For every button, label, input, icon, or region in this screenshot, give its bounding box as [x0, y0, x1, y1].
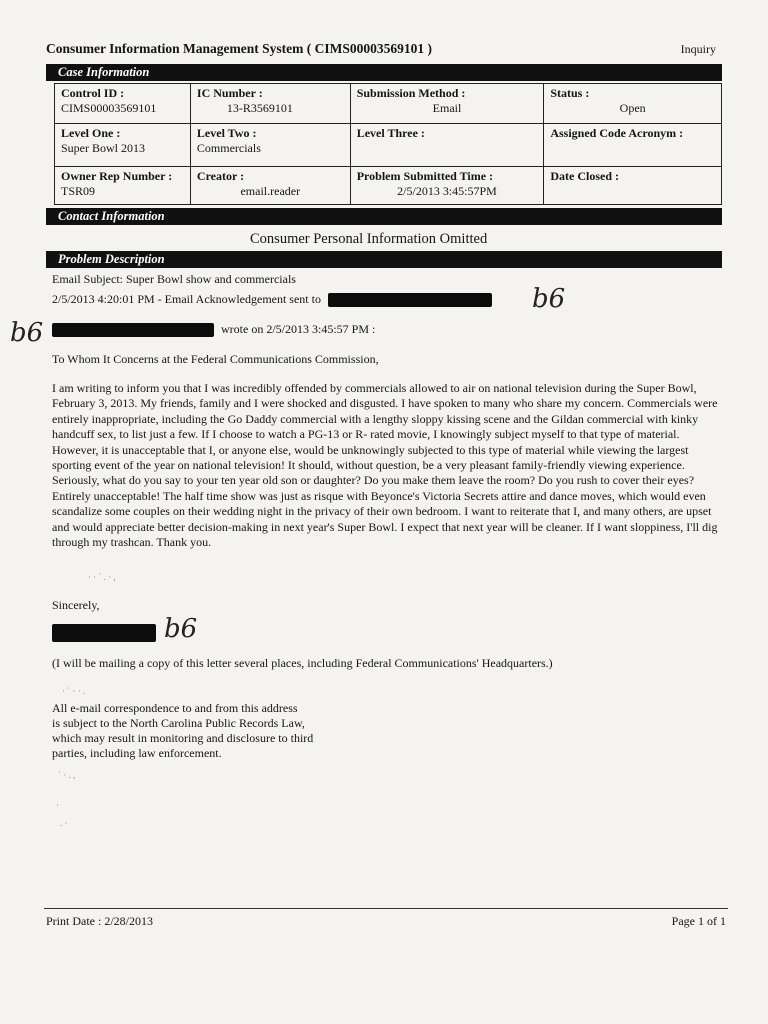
level-two-value: Commercials — [196, 141, 261, 155]
status-value: Open — [619, 101, 646, 115]
closing: Sincerely, — [52, 598, 100, 612]
section-header-case: Case Information — [46, 64, 722, 81]
redaction-bar — [52, 323, 214, 337]
date-closed-cell — [544, 167, 722, 205]
notice-line: All e-mail correspondence to and from this address — [52, 701, 298, 715]
wrote-line — [52, 322, 375, 337]
email-subject: Email Subject: Super Bowl show and commercials — [52, 272, 296, 286]
control-id-value: CIMS00003569101 — [61, 101, 157, 115]
ic-number-value: 13-R3569101 — [226, 101, 293, 115]
page-number: Page 1 of 1 — [671, 914, 726, 928]
creator-value: email.reader — [240, 184, 301, 198]
owner-rep-label: Owner Rep Number : — [61, 169, 173, 183]
redaction-mark: b6 — [10, 318, 44, 348]
submission-method-label: Submission Method : — [356, 86, 466, 100]
level-one-value: Super Bowl 2013 — [61, 141, 145, 155]
submission-method-value: Email — [432, 101, 462, 115]
assigned-code-cell — [544, 124, 722, 167]
redaction-mark: b6 — [532, 284, 566, 314]
scan-speckle: · · ˙ . · , — [88, 572, 116, 582]
wrote-text: wrote on 2/5/2013 3:45:57 PM : — [221, 322, 376, 336]
creator-label: Creator : — [196, 169, 245, 183]
level-one-label: Level One : — [61, 126, 121, 140]
notice-line: is subject to the North Carolina Public Records Law, — [52, 716, 305, 730]
scan-speckle: ˙ · . , — [58, 770, 76, 780]
section-header-problem: Problem Description — [46, 251, 722, 268]
scan-speckle: · — [56, 800, 59, 810]
print-date: Print Date : 2/28/2013 — [46, 914, 153, 928]
redaction-bar — [52, 624, 156, 642]
control-id-cell — [55, 84, 191, 124]
level-two-cell — [190, 124, 350, 167]
redaction-mark: b6 — [164, 614, 198, 644]
greeting: To Whom It Concerns at the Federal Communications Commission, — [52, 352, 379, 366]
notice-line: which may result in monitoring and disclosure to third — [52, 731, 314, 745]
notice-line: parties, including law enforcement. — [52, 746, 222, 760]
creator-cell — [190, 167, 350, 205]
letter-body: I am writing to inform you that I was incredibly offended by commercials allowed to air on national television during the Super Bowl, February 3, 2013. My friends, family and I were shocked and disgusted. I have spoken to many who share my concern. Commercials were entirely inappropriate, including the Go Daddy commercial with a lengthy sloppy kissing scene and the Gildan commercial with kinky handcuff sex, to list just a few. If I choose to watch a PG-13 or R- rated movie, I knowingly subject myself to that type of material. However, it is unacceptable that I, or anyone else, would be unknowingly subjected to this type of material while viewing the largest sporting event of the year on national television! It should, without question, be a very pleasant family-friendly viewing experience. Seriously, what do you say to your ten year old son or daughter? Do you make them leave the room? Do you rush to cover their eyes? Entirely unacceptable! The half time show was just as risque with Beyonce's Victoria Secrets attire and dance moves, which would even scandalize some couples on their wedding night in the privacy of their own bedroom. I want to reiterate that I, and many others, are upset and would appreciate better decision-making in next year's Super Bowl. I expect that next year will be cleaner. If I want sloppiness, I'll dig through my trashcan. Thank you. — [52, 381, 718, 550]
mailing-note: (I will be mailing a copy of this letter several places, including Federal Communications' Headquarters.) — [52, 656, 553, 670]
level-three-label: Level Three : — [356, 126, 425, 140]
ack-text: 2/5/2013 4:20:01 PM - Email Acknowledgement sent to — [52, 292, 321, 306]
level-two-label: Level Two : — [196, 126, 257, 140]
ic-number-cell — [190, 84, 350, 124]
control-id-label: Control ID : — [61, 86, 125, 100]
scan-speckle: . · — [60, 818, 68, 828]
redaction-bar — [328, 293, 492, 307]
section-header-contact: Contact Information — [46, 208, 722, 225]
scan-speckle: · ˙ · · . — [62, 686, 86, 696]
contact-omitted-text: Consumer Personal Information Omitted — [250, 231, 488, 247]
level-one-cell — [55, 124, 191, 167]
problem-submitted-label: Problem Submitted Time : — [356, 169, 494, 183]
submission-method-cell — [350, 84, 544, 124]
ic-number-label: IC Number : — [196, 86, 263, 100]
status-cell — [544, 84, 722, 124]
problem-submitted-value: 2/5/2013 3:45:57PM — [397, 184, 497, 198]
signature-line — [52, 624, 156, 642]
document-type: Inquiry — [680, 42, 716, 56]
assigned-code-label: Assigned Code Acronym : — [550, 126, 684, 140]
problem-submitted-cell — [350, 167, 544, 205]
footer-divider — [44, 908, 728, 909]
level-three-cell — [350, 124, 544, 167]
ack-line — [52, 292, 492, 307]
owner-rep-cell — [55, 167, 191, 205]
status-label: Status : — [550, 86, 590, 100]
document-title: Consumer Information Management System ( CIMS00003569101 ) — [46, 41, 432, 56]
date-closed-label: Date Closed : — [550, 169, 619, 183]
owner-rep-value: TSR09 — [61, 184, 96, 198]
case-info-table — [54, 83, 722, 205]
